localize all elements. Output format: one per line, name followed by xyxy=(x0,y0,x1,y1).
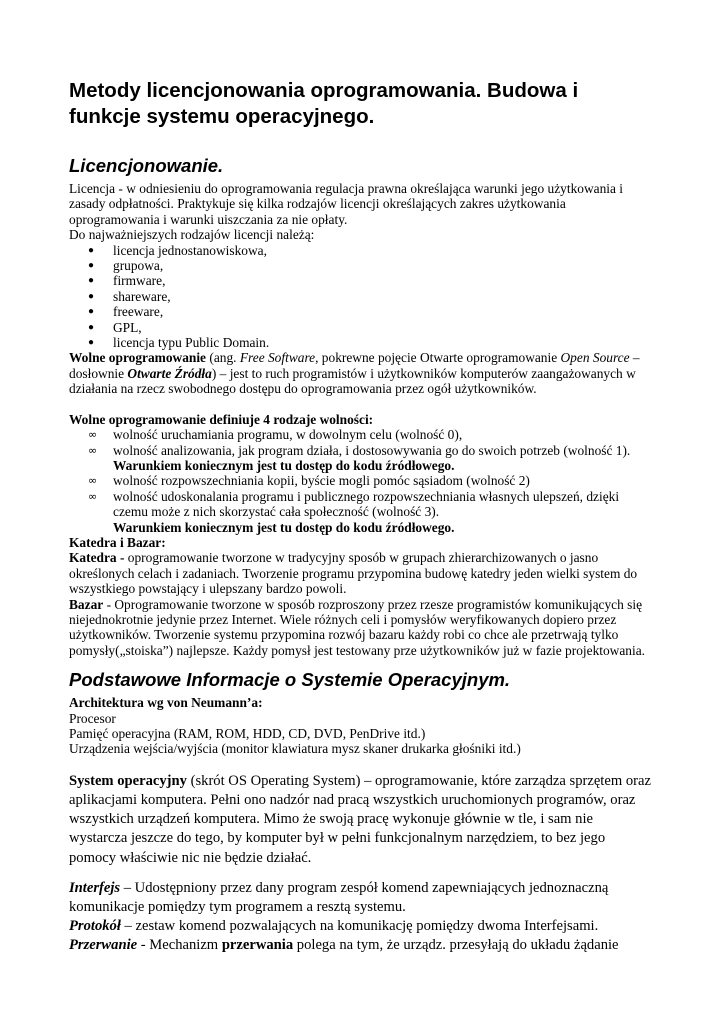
document-title: Metody licencjonowania oprogramowania. Budowa i funkcje systemu operacyjnego. xyxy=(69,79,579,128)
list-item: ● licencja typu Public Domain. xyxy=(88,335,270,351)
infinity-bullet-icon: ∞ xyxy=(88,428,98,442)
architecture-heading: Architektura wg von Neumann’a: xyxy=(69,695,263,711)
list-item: ∞ wolność rozpowszechniania kopii, byście mogli pomóc sąsiadom (wolność 2) xyxy=(88,473,530,489)
list-item: ● licencja jednostanowiskowa, xyxy=(88,242,267,258)
bullet-icon: ● xyxy=(88,244,95,256)
katedra-paragraph: Katedra - oprogramowanie tworzone w tradycyjny sposób w grupach zhierarchizowanych o jasno określonych celach i zadaniach. Tworzenie programu przypomina budowę katedry jeden wielki system do wszystkiego powstający i ulepszany bardzo powoli. xyxy=(69,550,638,597)
section-heading-system-operacyjny: Podstawowe Informacje o Systemie Operacyjnym. xyxy=(69,669,511,691)
bullet-icon: ● xyxy=(88,337,95,349)
list-item: ● GPL, xyxy=(88,319,142,335)
przerwanie-definition: Przerwanie - Mechanizm przerwania polega na tym, że urządz. przesyłają do układu żądanie xyxy=(69,937,619,954)
list-item: ● firmware, xyxy=(88,273,166,289)
infinity-bullet-icon: ∞ xyxy=(88,443,98,457)
license-types-list xyxy=(69,243,654,351)
list-item: ∞ wolność analizowania, jak program działa, i dostosowywania go do swoich potrzeb (wolność 1). Warunkiem koniecznym jest tu dostęp do kodu źródłowego. xyxy=(88,442,631,473)
architecture-line: Procesor xyxy=(69,710,116,726)
list-item: ● freeware, xyxy=(88,304,164,320)
protokol-definition: Protokół – zestaw komend pozwalających na komunikację pomiędzy dwoma Interfejsami. xyxy=(69,918,599,935)
infinity-bullet-icon: ∞ xyxy=(88,489,98,503)
freedoms-heading: Wolne oprogramowanie definiuje 4 rodzaje wolności: xyxy=(69,411,374,427)
section-heading-licencjonowanie: Licencjonowanie. xyxy=(69,155,224,176)
bullet-icon: ● xyxy=(88,306,95,318)
os-definition: System operacyjny (skrót OS Operating System) – oprogramowanie, które zarządza sprzętem oraz aplikacjami komputera. Pełni ono nadzór nad pracą wszystkich uruchomionych programów, oraz wszystkich urządzeń komputera. Mimo że swoją pracę wykonuje głównie w tle, i sam nie wystarcza jeszcze do tego, by komputer był w pełni funkcjonalnym narzędziem, to bez jego pomocy właściwie nic nie będzie działać. xyxy=(69,772,651,866)
list-item: ∞ wolność uruchamiania programu, w dowolnym celu (wolność 0), xyxy=(88,427,463,443)
interfejs-definition: Interfejs – Udostępniony przez dany program zespół komend zapewniających jednoznaczną komunikacje pomiędzy tym programem a resztą systemu. xyxy=(69,879,609,916)
license-types-intro: Do najważniejszych rodzajów licencji należą: xyxy=(69,227,315,243)
architecture-line: Pamięć operacyjna (RAM, ROM, HDD, CD, DVD, PenDrive itd.) xyxy=(69,726,426,741)
list-item: ● grupowa, xyxy=(88,258,164,274)
list-item: ∞ wolność udoskonalania programu i publicznego rozpowszechniania własnych ulepszeń, dzięki czemu może z nich skorzystać cała społeczność (wolność 3). Warunkiem koniecznym jest tu dostęp do kodu źródłowego. xyxy=(88,488,620,535)
bazar-paragraph: Bazar - Oprogramowanie tworzone w sposób rozproszony przez rzesze programistów komunikujących się niejednokrotnie jedynie przez Internet. Wiele różnych celi i pomysłów weryfikowanych dopiero przez użytkowników. Tworzenie systemu przypomina rozwój bazaru każdy robi co chce ale przetrwają tylko pomysły(„stoiska”) najlepsze. Każdy pomysł jest testowany prze użytkowników już w fazie projektowania. xyxy=(69,596,646,658)
list-item: ● shareware, xyxy=(88,288,171,304)
bullet-icon: ● xyxy=(88,321,95,333)
licencja-definition: Licencja - w odniesieniu do oprogramowania regulacja prawna określająca warunki jego użytkowania i zasady odpłatności. Praktykuje się kilka rodzajów licencji określających zakres użytkowania oprogramowania i warunki uiszczania za nie opłaty. xyxy=(69,181,624,227)
bullet-icon: ● xyxy=(88,260,95,272)
bullet-icon: ● xyxy=(88,275,95,287)
katedra-bazar-heading: Katedra i Bazar: xyxy=(69,534,166,550)
bullet-icon: ● xyxy=(88,290,95,302)
free-software-paragraph: Wolne oprogramowanie (ang. Free Software, pokrewne pojęcie Otwarte oprogramowanie Open Source – dosłownie Otwarte Źródła) – jest to ruch programistów i użytkowników komputerów zaangażowanych w działania na rzecz swobodnego dostępu do oprogramowania przez ogół użytkowników. xyxy=(69,350,640,397)
freedoms-list xyxy=(69,427,654,535)
architecture-line: Urządzenia wejścia/wyjścia (monitor klawiatura mysz skaner drukarka głośniki itd.) xyxy=(69,741,521,757)
infinity-bullet-icon: ∞ xyxy=(88,474,98,488)
